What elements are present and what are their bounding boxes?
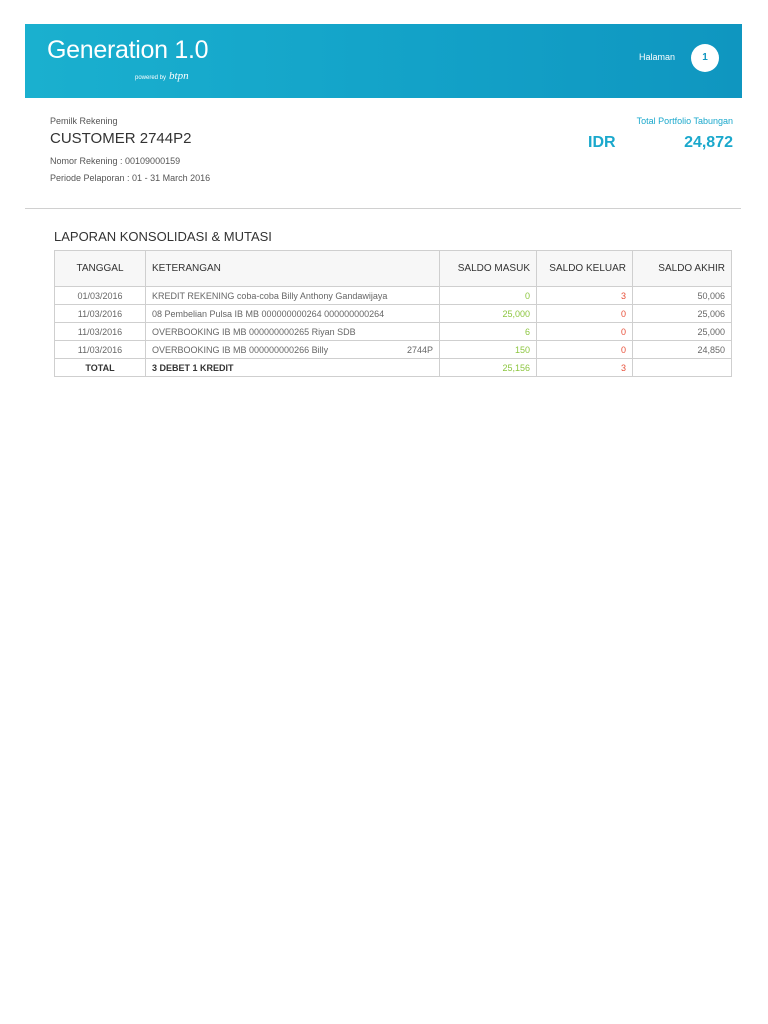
transactions-table: [54, 250, 732, 377]
row-date: 11/03/2016: [55, 341, 146, 359]
portfolio-amount: 24,872: [684, 134, 733, 151]
row-incoming: 0: [440, 287, 537, 305]
total-incoming: 25,156: [440, 359, 537, 377]
row-description-text: OVERBOOKING IB MB 000000000266 Billy: [152, 344, 329, 355]
owner-name: CUSTOMER 2744P2: [50, 130, 192, 147]
row-balance: 50,006: [633, 287, 732, 305]
col-header-outgoing: SALDO KELUAR: [537, 251, 633, 287]
header-banner: [25, 24, 742, 98]
table-total-row: [55, 359, 732, 377]
row-balance: 25,000: [633, 323, 732, 341]
table-row: [55, 341, 732, 359]
row-balance: 24,850: [633, 341, 732, 359]
section-divider: [25, 208, 741, 209]
row-description: [146, 305, 440, 323]
row-incoming: 150: [440, 341, 537, 359]
total-outgoing: 3: [537, 359, 633, 377]
powered-by-logo: [135, 70, 189, 82]
powered-by-text: powered by: [135, 75, 167, 81]
row-date: 11/03/2016: [55, 305, 146, 323]
col-header-date: TANGGAL: [55, 251, 146, 287]
total-balance: [633, 359, 732, 377]
row-description-extra: 2744P: [406, 344, 433, 355]
row-description: [146, 341, 440, 359]
total-label: TOTAL: [55, 359, 146, 377]
col-header-balance: SALDO AKHIR: [633, 251, 732, 287]
table-row: [55, 287, 732, 305]
row-outgoing: 3: [537, 287, 633, 305]
portfolio-label: Total Portfolio Tabungan: [636, 116, 733, 126]
row-outgoing: 0: [537, 341, 633, 359]
row-balance: 25,006: [633, 305, 732, 323]
account-number: Nomor Rekening : 00109000159: [50, 156, 181, 166]
page-label: Halaman: [639, 52, 676, 62]
table-row: [55, 323, 732, 341]
bank-logo: btpn: [169, 70, 189, 82]
table-row: [55, 305, 732, 323]
page-number-badge: 1: [691, 44, 719, 72]
portfolio-currency: IDR: [588, 134, 616, 151]
row-incoming: 25,000: [440, 305, 537, 323]
total-description: 3 DEBET 1 KREDIT: [146, 359, 440, 377]
brand-title: Generation 1.0: [47, 36, 209, 64]
report-period: Periode Pelaporan : 01 - 31 March 2016: [50, 173, 211, 183]
table-header-row: [55, 251, 732, 287]
row-description-text: 08 Pembelian Pulsa IB MB 000000000264 000000000264: [152, 308, 385, 319]
row-description: [146, 323, 440, 341]
col-header-incoming: SALDO MASUK: [440, 251, 537, 287]
row-date: 01/03/2016: [55, 287, 146, 305]
row-description: [146, 287, 440, 305]
row-outgoing: 0: [537, 305, 633, 323]
owner-label: Pemilk Rekening: [50, 116, 118, 126]
report-title: LAPORAN KONSOLIDASI & MUTASI: [54, 229, 272, 244]
row-incoming: 6: [440, 323, 537, 341]
row-date: 11/03/2016: [55, 323, 146, 341]
row-outgoing: 0: [537, 323, 633, 341]
col-header-description: KETERANGAN: [146, 251, 440, 287]
row-description-text: KREDIT REKENING coba-coba Billy Anthony Gandawijaya: [152, 290, 388, 301]
row-description-text: OVERBOOKING IB MB 000000000265 Riyan SDB: [152, 326, 356, 337]
